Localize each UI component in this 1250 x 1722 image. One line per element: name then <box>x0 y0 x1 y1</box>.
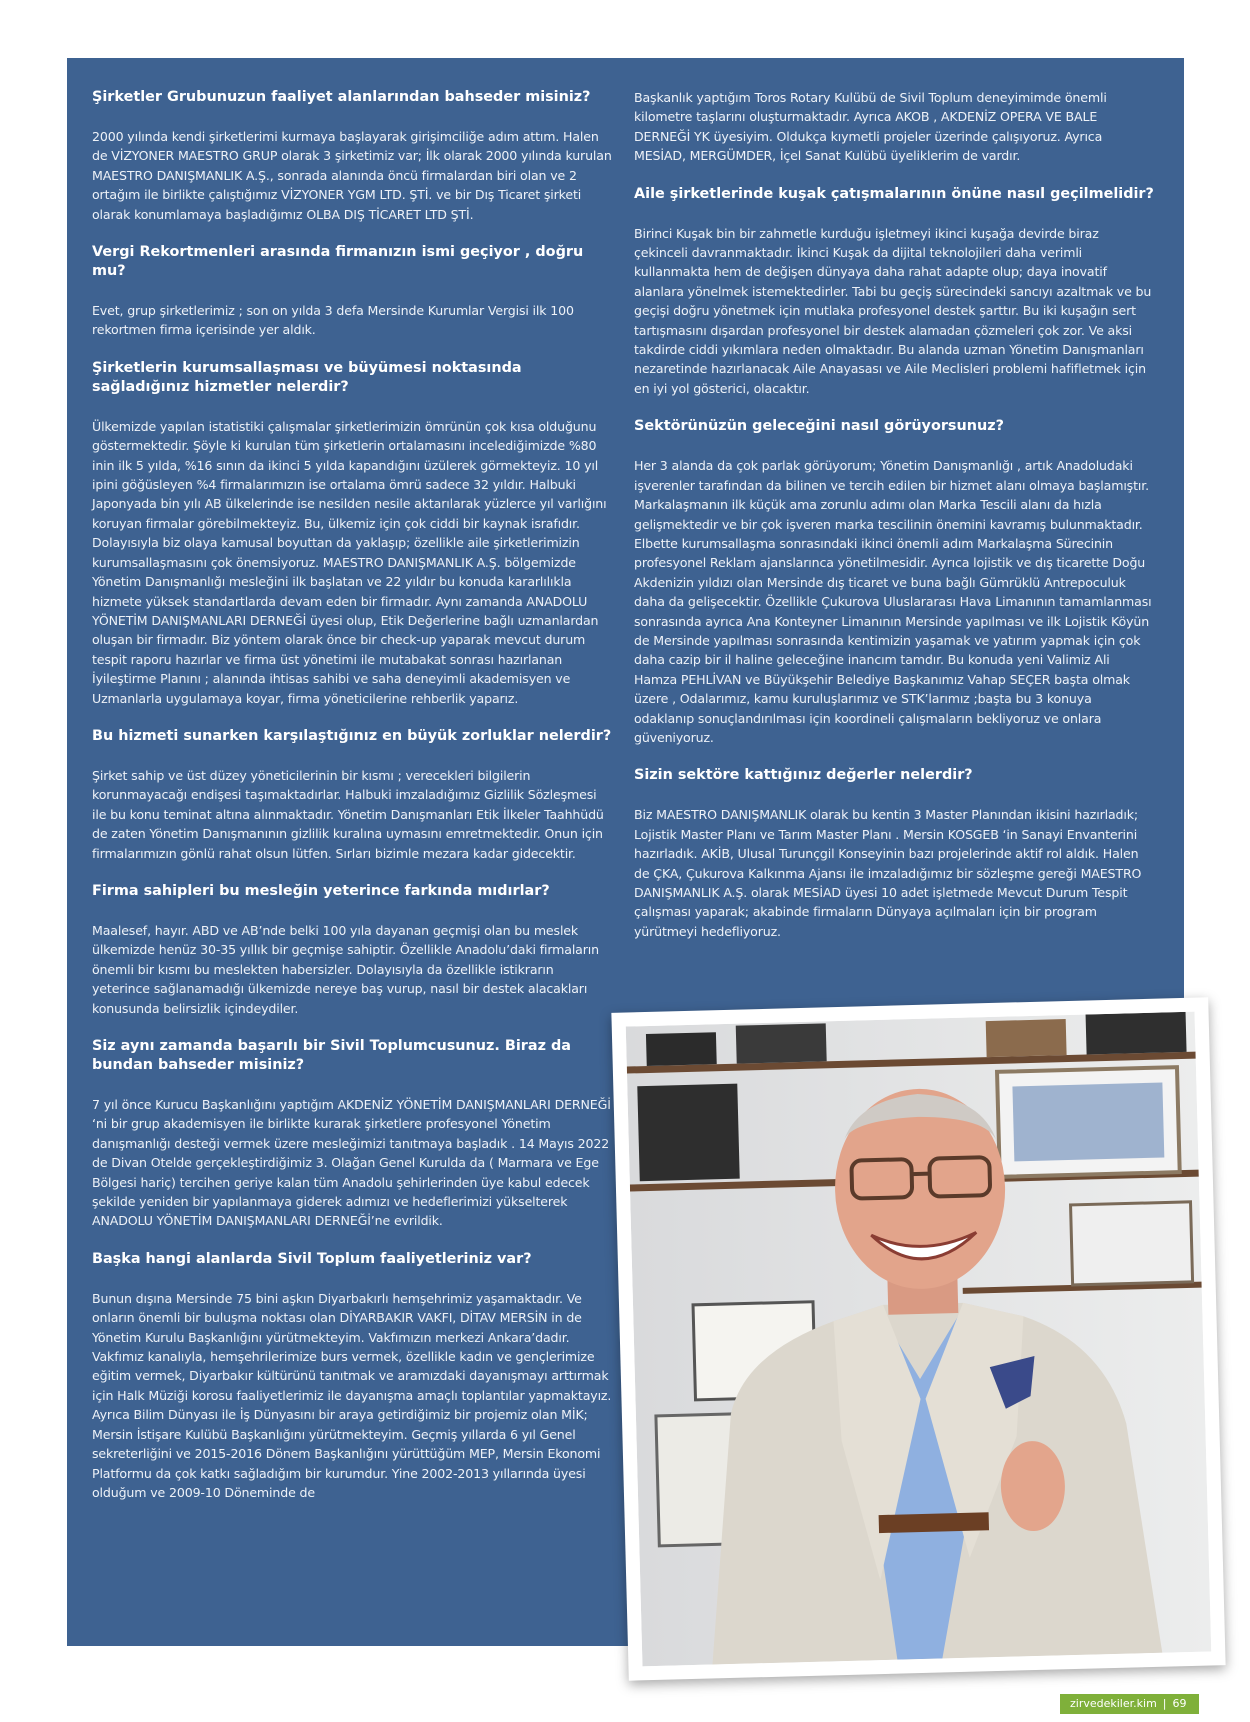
question-heading: Sizin sektöre kattığınız değerler nelerdir? <box>634 767 973 784</box>
answer-paragraph: Ülkemizde yapılan istatistiki çalışmalar şirketlerimizin ömrünün çok kısa olduğunu göstermektedir. Şöyle ki kurulan tüm şirketlerin ortalamasını incelediğimizde %80 inin ilk 5 yılda, %16 sının da ikinci 5 yılda kapandığını üzülerek görmekteyiz. 10 yıl ipini göğüsleyen %4 firmalarımızın ise ortalama ömrü sadece 32 yıldır. Halbuki Japonyada bin yılı AB ülkelerinde ise nesilden nesile aktarılarak yüzlerce yıl varlığını koruyan firmalar görebilmekteyiz. Bu, ülkemiz için çok ciddi bir kaynak israfıdır. Dolayısıyla biz olaya kamusal boyuttan da yaklaşıp; özellikle aile şirketlerimizin kurumsallaşmasını çok önemsiyoruz. MAESTRO DANIŞMANLIK A.Ş. bölgemizde Yönetim Danışmanlığı mesleğini ilk başlatan ve 22 yıldır bu konuda kararlılıkla hizmete yüksek standartlarda devam eden bir firmadır. Aynı zamanda ANADOLU YÖNETİM DANIŞMANLARI DERNEĞİ üyesi olup, Etik Değerlerine bağlı uzmanlardan oluşan bir firmadır. Biz yöntem olarak önce bir check-up yaparak mevcut durum tespit raporu hazırlar ve firma üst yönetimi ile mutabakat sonrası hazırlanan İyileştirme Planını ; alanında ihtisas sahibi ve saha deneyimli akademisyen ve Uzmanlarla uygulamaya koyar, firma yöneticilerine rehberlik yaparız. <box>92 418 607 706</box>
answer-paragraph: 7 yıl önce Kurucu Başkanlığını yaptığım AKDENİZ YÖNETİM DANIŞMANLARI DERNEĞİ ‘ni bir grup akademisyen ile birlikte kurarak şirketlere profesyonel Yönetim danışmanlığı desteği vermek üzere mesleğimizi tanıtmaya başladık . 14 Mayıs 2022 de Divan Otelde gerçekleştirdiğimiz 3. Olağan Genel Kurulda da ( Marmara ve Ege Bölgesi hariç) tercihen geriye kalan tüm Anadolu şehirlerinden üye kabul edecek şekilde yeniden bir yapılanmaya giderek adımızı ve hedeflerimizi yükselterek ANADOLU YÖNETİM DANIŞMANLARI DERNEĞİ’ne evrildik. <box>92 1097 611 1229</box>
portrait-photo <box>626 1012 1212 1667</box>
portrait-photo-frame <box>611 997 1225 1680</box>
question-heading: Bu hizmeti sunarken karşılaştığınız en büyük zorluklar nelerdir? <box>92 727 612 744</box>
question-heading: Vergi Rekortmenleri arasında firmanızın ismi geçiyor , doğru mu? <box>92 244 584 280</box>
answer-paragraph: Başkanlık yaptığım Toros Rotary Kulübü de Sivil Toplum deneyimimde önemli kilometre taşlarını oluşturmaktadır. Ayrıca AKOB , AKDENİZ OPERA VE BALE DERNEĞİ YK üyesiyim. Oldukça kıymetli projeler üzerinde çalışıyoruz. Ayrıca MESİAD, MERGÜMDER, İçel Sanat Kulübü üyeliklerim de vardır. <box>634 90 1107 164</box>
page-footer <box>1060 1694 1199 1714</box>
question-heading: Sektörünüzün geleceğini nasıl görüyorsunuz? <box>634 418 1004 435</box>
right-column <box>634 88 1154 960</box>
answer-paragraph: Şirket sahip ve üst düzey yöneticilerinin bir kısmı ; verecekleri bilgilerin korunmayacağı endişesi taşımaktadırlar. Halbuki imzaladığımız Gizlilik Sözleşmesi ile bu konu teminat altına alınmaktadır. Yönetim Danışmanları Etik İlkeler Taahhüdü de zaten Yönetim Danışmanının gizlilik kuralına uymasını emretmektedir. Onun için firmalarımızın gönlü rahat olsun lütfen. Sırları bizimle mezara kadar gidecektir. <box>92 767 604 861</box>
question-heading: Şirketler Grubunuzun faaliyet alanlarından bahseder misiniz? <box>92 89 591 105</box>
picture-frame <box>1086 1012 1187 1055</box>
picture-frame <box>736 1023 827 1063</box>
answer-paragraph: Maalesef, hayır. ABD ve AB’nde belki 100 yıla dayanan geçmişi olan bu meslek ülkemizde henüz 30-35 yıllık bir geçmişe sahiptir. Özellikle Anadolu’daki firmaların önemli bir kısmı bu meslekten habersizler. Dolayısıyla da özellikle istikrarın yeterince sağlanamadığı ülkemizde nereye baş vurup, nasıl bir destek alacakları konusunda belirsizlik içindeydiler. <box>92 922 599 1016</box>
question-heading: Aile şirketlerinde kuşak çatışmalarının önüne nasıl geçilmelidir? <box>634 185 1154 202</box>
left-column <box>92 88 612 1521</box>
certificate <box>637 1084 739 1182</box>
question-heading: Siz aynı zamanda başarılı bir Sivil Toplumcusunuz. Biraz da bundan bahseder misiniz? <box>92 1038 571 1073</box>
question-heading: Firma sahipleri bu mesleğin yeterince farkında mıdırlar? <box>92 882 550 899</box>
certificate <box>1071 1202 1193 1285</box>
answer-paragraph: Birinci Kuşak bin bir zahmetle kurduğu işletmeyi ikinci kuşağa devirde biraz çekinceli davranmaktadır. İkinci Kuşak da dijital teknolojileri daha verimli kullanmakta hem de değişen dünyaya daha rahat adapte olup; daya inovatif alanlara yönelmek istemektedirler. Tabi bu geçiş sürecindeki sancıyı azaltmak ve bu geçişi doğru yönetmek için mutlaka profesyonel destek şarttır. Bu iki kuşağın sert tartışmasını dışardan profesyonel bir destek alamadan çözmeleri çok zor. Ve aksi takdirde ciddi yıkımlara neden olmaktadır. Bu alanda uzman Yönetim Danışmanları nezaretinde hazırlanacak Aile Anayasası ve Aile Meclisleri problemi hafifletmek için en iyi yol gösterici, olacaktır. <box>634 225 1152 396</box>
picture-frame <box>646 1032 717 1066</box>
question-heading: Başka hangi alanlarda Sivil Toplum faaliyetleriniz var? <box>92 1250 532 1267</box>
answer-paragraph: Her 3 alanda da çok parlak görüyorum; Yönetim Danışmanlığı , artık Anadoludaki işverenler tarafından da bilinen ve tercih edilen bir hizmet alanı olmaya başlamıştır. Markalaşmanın ilk küçük ama zorunlu adımı olan Marka Tescili alanı da hızla gelişmektedir ve bir çok işveren marka tescilinin önemini kavramış bulunmaktadır. Elbette kurumsallaşma sonrasındaki ikinci önemli adım Markalaşma Sürecinin profesyonel Reklam ajanslarınca yönetilmesidir. Ayrıca lojistik ve dış ticarette Doğu Akdenizin yıldızı olan Mersinde dış ticaret ve buna bağlı Gümrüklü Antrepoculuk daha da gelişecektir. Özellikle Çukurova Uluslararası Hava Limanının tamamlanması sonrasında ayrıca Ana Konteyner Limanının Mersinde yapılması ve ilk Lojistik Köyün de Mersinde yapılması sonrasında kentimizin yaşamak ve yatırım yapmak için çok daha cazip bir il haline geleceğine inancım tamdır. Bu konuda yeni Valimiz Ali Hamza PEHLİVAN ve Büyükşehir Belediye Başkanımız Vahap SEÇER başta olmak üzere , Odalarımız, kamu kuruluşlarımız ve STK’larımız ;başta bu 3 konuya odaklanıp sonuçlandırılması için koordineli çalışmaların bekliyoruz ve onlara güveniyoruz. <box>634 458 1152 745</box>
footer-site: zirvedekiler.kim <box>1070 1697 1157 1710</box>
answer-paragraph: Bunun dışına Mersinde 75 bini aşkın Diyarbakırlı hemşehrimiz yaşamaktadır. Ve onların önemli bir buluşma noktası olan DİYARBAKIR VAKFI, DİTAV MERSİN in de Yönetim Kurulu Başkanlığını yürütmekteyim. Vakfımızın merkezi Ankara’dadır. Vakfımız kanalıyla, hemşehrilerimize burs vermek, özellikle kadın ve gençlerimize eğitim vermek, Diyarbakır kültürünü tanıtmak ve aramızdaki dayanışmayı arttırmak için Halk Müziği korosu faaliyetlerimiz ile dayanışma amaçlı toplantılar yapmaktayız. Ayrıca Bilim Dünyası ile İş Dünyasını bir araya getirdiğimiz bir projemiz olan MİK; Mersin İstişare Kulübü Başkanlığını yürütmekteyim. Geçmiş yıllarda 6 yıl Genel sekreterliğini ve 2015-2016 Dönem Başkanlığını yürüttüğüm MEP, Mersin Ekonomi Platformu da çok katkı sağladığım bir kurumdur. Yine 2002-2013 yıllarında üyesi olduğum ve 2009-10 Döneminde de <box>92 1290 612 1500</box>
picture-frame <box>986 1019 1067 1057</box>
answer-paragraph: 2000 yılında kendi şirketlerimi kurmaya başlayarak girişimciliğe adım attım. Halen de VİZYONER MAESTRO GRUP olarak 3 şirketimiz var; İlk olarak 2000 yılında kurulan MAESTRO DANIŞMANLIK A.Ş., sonrada alanında öncü firmalardan biri olan ve 2 ortağım ile birlikte çalıştığımız VİZYONER YGM LTD. ŞTİ. ve bir Dış Ticaret şirketi olarak konumlamaya başladığımız OLBA DIŞ TİCARET LTD ŞTİ. <box>92 129 612 222</box>
page-number: 69 <box>1172 1697 1187 1710</box>
belt <box>879 1512 989 1533</box>
answer-paragraph: Biz MAESTRO DANIŞMANLIK olarak bu kentin 3 Master Planından ikisini hazırladık; Lojistik Master Planı ve Tarım Master Planı . Mersin KOSGEB ‘in Sanayi Envanterini hazırladık. AKİB, Ulusal Turunçgil Konseyinin bazı projelerinde aktif rol aldık. Halen de ÇKA, Çukurova Kalkınma Ajansı ile imzaladığımız bir sözleşme gereği MAESTRO DANIŞMANLIK A.Ş. olarak MESİAD üyesi 10 adet işletmede Mevcut Durum Tespit çalışması yaparak; akabinde firmaların Dünyaya açılmaları için bir program yürütmeyi hedefliyoruz. <box>634 807 1142 939</box>
question-heading: Şirketlerin kurumsallaşması ve büyümesi noktasında sağladığınız hizmetler nelerdir? <box>92 359 522 395</box>
answer-paragraph: Evet, grup şirketlerimiz ; son on yılda 3 defa Mersinde Kurumlar Vergisi ilk 100 rekortmen firma içerisinde yer aldık. <box>92 303 574 338</box>
footer-separator: | <box>1162 1697 1167 1710</box>
